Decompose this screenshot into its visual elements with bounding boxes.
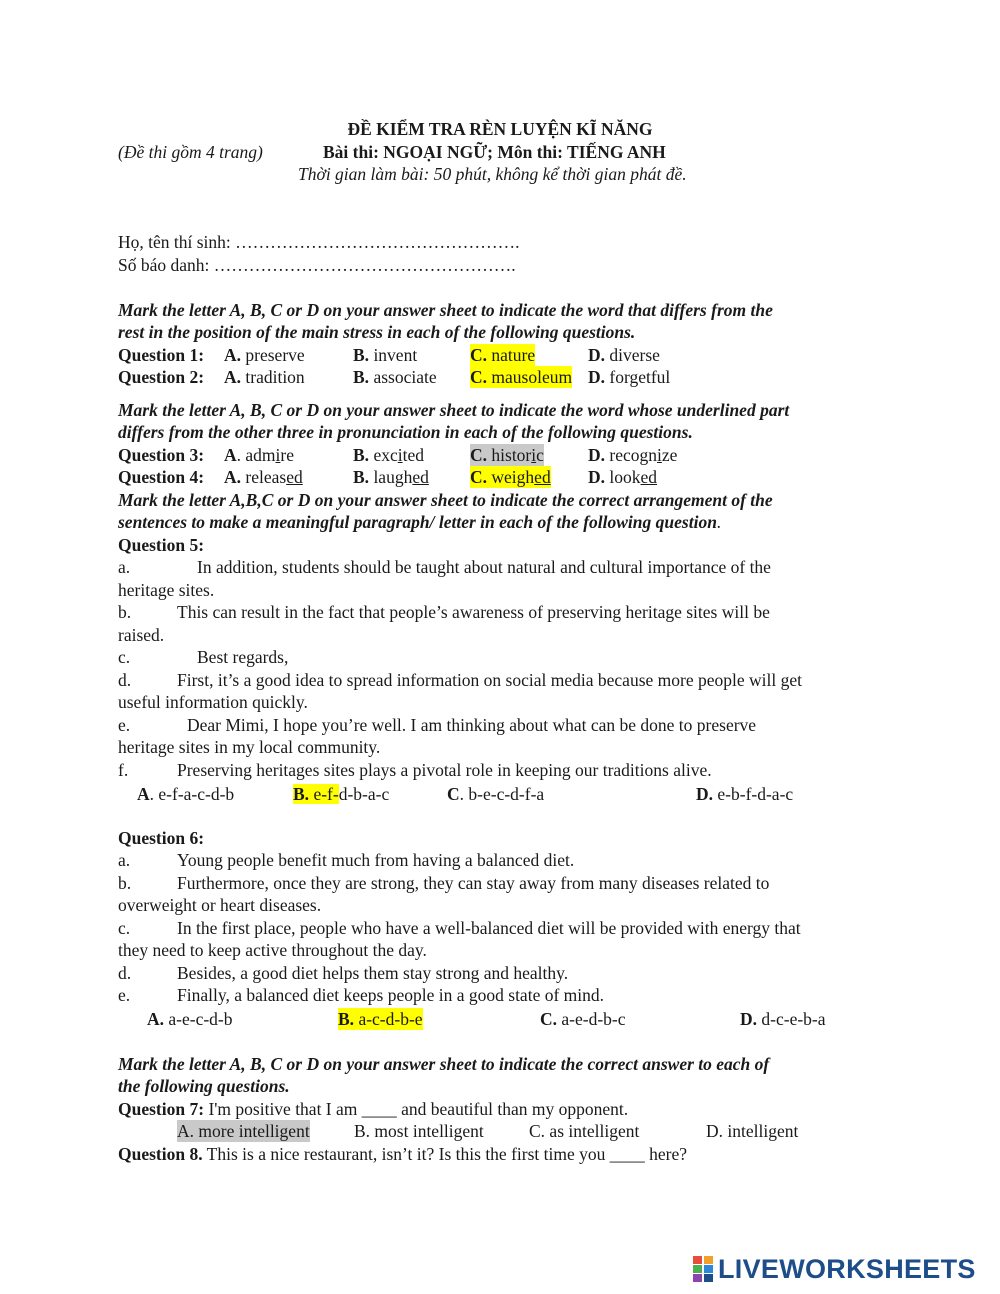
q6-option-a[interactable]: A. a-e-c-d-b — [147, 1009, 233, 1029]
q5-option-a[interactable]: A. e-f-a-c-d-b — [137, 784, 235, 804]
section3-instruction-line2: sentences to make a meaningful paragraph/ letter in each of the following question. — [118, 512, 722, 532]
q1-option-d[interactable]: D. diverse — [588, 345, 660, 365]
q6-option-c[interactable]: C. a-e-d-b-c — [540, 1009, 626, 1029]
q5-sentence-f-label: f. — [118, 760, 129, 780]
section3-instruction-line1: Mark the letter A,B,C or D on your answer sheet to indicate the correct arrangement of the — [118, 490, 773, 510]
q2-option-c[interactable]: C. mausoleum — [470, 367, 573, 387]
q6-option-b[interactable]: B. a-c-d-b-e — [338, 1009, 423, 1029]
q4-option-c[interactable]: C. weighed — [470, 467, 551, 487]
q6-sentence-a-label: a. — [118, 850, 131, 870]
q5-sentence-b-cont: raised. — [118, 625, 165, 645]
q7-option-d[interactable]: D. intelligent — [706, 1121, 799, 1141]
q3-option-a[interactable]: A. admire — [224, 445, 295, 465]
q5-sentence-f: Preserving heritages sites plays a pivotal role in keeping our traditions alive. — [177, 760, 712, 780]
q2-option-b[interactable]: B. associate — [353, 367, 437, 387]
q5-sentence-d-label: d. — [118, 670, 132, 690]
q5-sentence-a-label: a. — [118, 557, 131, 577]
time-note: Thời gian làm bài: 50 phút, không kể thời gian phát đề. — [298, 164, 687, 184]
q1-option-b[interactable]: B. invent — [353, 345, 418, 365]
section4-instruction-line2: the following questions. — [118, 1076, 290, 1096]
question-1-label: Question 1: — [118, 345, 205, 365]
section2-instruction-line2: differs from the other three in pronunciation in each of the following questions. — [118, 422, 693, 442]
q6-sentence-c: In the first place, people who have a well-balanced diet will be provided with energy that — [177, 918, 801, 938]
q6-sentence-c-cont: they need to keep active throughout the day. — [118, 940, 427, 960]
question-7: Question 7: I'm positive that I am ____ and beautiful than my opponent. — [118, 1099, 629, 1119]
q6-sentence-e: Finally, a balanced diet keeps people in a good state of mind. — [177, 985, 605, 1005]
liveworksheets-wordmark: LIVEWORKSHEETS — [718, 1253, 976, 1284]
candidate-id-line[interactable]: Số báo danh: ……………………………………………. — [118, 255, 516, 275]
q5-sentence-e-label: e. — [118, 715, 131, 735]
q7-option-b[interactable]: B. most intelligent — [354, 1121, 484, 1141]
q2-option-a[interactable]: A. tradition — [224, 367, 305, 387]
q6-option-d[interactable]: D. d-c-e-b-a — [740, 1009, 826, 1029]
q5-sentence-e: Dear Mimi, I hope you’re well. I am thinking about what can be done to preserve — [187, 715, 757, 735]
q5-sentence-e-cont: heritage sites in my local community. — [118, 737, 381, 757]
q3-option-d[interactable]: D. recognize — [588, 445, 678, 465]
q5-sentence-d-cont: useful information quickly. — [118, 692, 308, 712]
q1-option-c[interactable]: C. nature — [470, 345, 536, 365]
q7-option-a[interactable]: A. more intelligent — [177, 1121, 310, 1141]
question-4-label: Question 4: — [118, 467, 205, 487]
q5-sentence-b-label: b. — [118, 602, 132, 622]
pages-note: (Đề thi gồm 4 trang) — [118, 142, 263, 162]
q4-option-b[interactable]: B. laughed — [353, 467, 429, 487]
q6-sentence-d: Besides, a good diet helps them stay strong and healthy. — [177, 963, 569, 983]
q5-option-b[interactable]: B. e-f-d-b-a-c — [293, 784, 390, 804]
q5-sentence-a: In addition, students should be taught about natural and cultural importance of the — [197, 557, 771, 577]
question-5-label: Question 5: — [118, 535, 205, 555]
exam-subject: Bài thi: NGOẠI NGỮ; Môn thi: TIẾNG ANH — [323, 142, 666, 162]
liveworksheets-logo-icon — [693, 1256, 715, 1282]
q1-option-a[interactable]: A. preserve — [224, 345, 305, 365]
exam-title: ĐỀ KIỂM TRA RÈN LUYỆN KĨ NĂNG — [347, 119, 653, 139]
q6-sentence-e-label: e. — [118, 985, 131, 1005]
q5-option-d[interactable]: D. e-b-f-d-a-c — [696, 784, 794, 804]
q2-option-d[interactable]: D. forgetful — [588, 367, 671, 387]
q5-option-c[interactable]: C. b-e-c-d-f-a — [447, 784, 545, 804]
q5-sentence-d: First, it’s a good idea to spread information on social media because more people will get — [177, 670, 802, 690]
section4-instruction-line1: Mark the letter A, B, C or D on your answer sheet to indicate the correct answer to each of — [118, 1054, 770, 1074]
question-8: Question 8. This is a nice restaurant, isn’t it? Is this the first time you ____ here? — [118, 1144, 687, 1164]
question-3-label: Question 3: — [118, 445, 205, 465]
q3-option-c[interactable]: C. historic — [470, 445, 544, 465]
q6-sentence-b-cont: overweight or heart diseases. — [118, 895, 322, 915]
q5-sentence-c-label: c. — [118, 647, 131, 667]
section1-instruction-line1: Mark the letter A, B, C or D on your answer sheet to indicate the word that differs from the — [118, 300, 773, 320]
q6-sentence-b-label: b. — [118, 873, 132, 893]
q5-sentence-a-cont: heritage sites. — [118, 580, 215, 600]
liveworksheets-logo — [693, 1254, 976, 1284]
q3-option-b[interactable]: B. excited — [353, 445, 424, 465]
q6-sentence-b: Furthermore, once they are strong, they can stay away from many diseases related to — [177, 873, 770, 893]
q5-sentence-c: Best regards, — [197, 647, 289, 667]
q6-sentence-a: Young people benefit much from having a balanced diet. — [177, 850, 575, 870]
question-2-label: Question 2: — [118, 367, 205, 387]
q4-option-a[interactable]: A. released — [224, 467, 303, 487]
candidate-name-line[interactable]: Họ, tên thí sinh: …………………………………………. — [118, 232, 520, 252]
q6-sentence-c-label: c. — [118, 918, 131, 938]
q7-option-c[interactable]: C. as intelligent — [529, 1121, 640, 1141]
section2-instruction-line1: Mark the letter A, B, C or D on your answer sheet to indicate the word whose underlined part — [118, 400, 790, 420]
q4-option-d[interactable]: D. looked — [588, 467, 658, 487]
question-6-label: Question 6: — [118, 828, 205, 848]
q6-sentence-d-label: d. — [118, 963, 132, 983]
q5-sentence-b: This can result in the fact that people’s awareness of preserving heritage sites will be — [177, 602, 770, 622]
section1-instruction-line2: rest in the position of the main stress in each of the following questions. — [118, 322, 636, 342]
